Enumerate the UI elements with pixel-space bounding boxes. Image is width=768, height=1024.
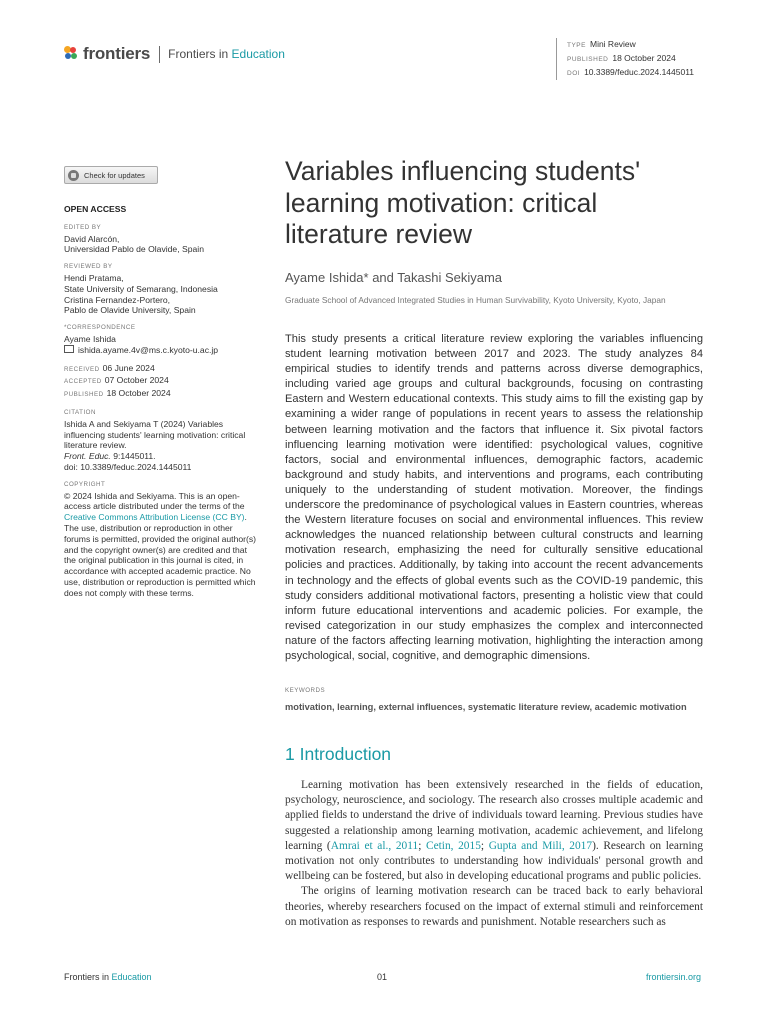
- article-title: Variables influencing students' learning motivation: critical literature review: [285, 156, 641, 249]
- article-type: Mini Review: [589, 39, 636, 49]
- correspondence-name: Ayame Ishida: [64, 333, 116, 344]
- brand-name: frontiers: [83, 44, 151, 63]
- doi: 10.3389/feduc.2024.1445011: [584, 67, 695, 77]
- affiliation: Graduate School of Advanced Integrated Studies in Human Survivability, Kyoto University, Kyoto, Japan: [285, 295, 666, 305]
- published-date: 18 October 2024: [612, 53, 676, 63]
- citation: Ishida A and Sekiyama T (2024) Variables influencing students' learning motivation: critical literature review. Front. Educ. 9:1445011. doi: 10.3389/feduc.2024.1445011: [64, 418, 246, 472]
- frontiers-logo[interactable]: [64, 44, 285, 64]
- section-heading: 1 Introduction: [285, 744, 392, 764]
- citation-link[interactable]: Gupta and Mili, 2017: [488, 839, 593, 852]
- introduction-body: [285, 778, 703, 930]
- cc-by-link[interactable]: Creative Commons Attribution License (CC BY): [64, 512, 245, 523]
- frontiers-logo-icon: [64, 46, 78, 62]
- editor: David Alarcón, Universidad Pablo de Olavide, Spain: [64, 233, 204, 255]
- footer-journal: Frontiers in Education: [64, 972, 152, 982]
- citation-link[interactable]: Cetin, 2015: [425, 839, 481, 852]
- abstract: This study presents a critical literature review exploring the variables influencing student learning motivation between 2017 and 2023. The study analyzes 84 empirical studies to identify trends and patterns across diverse demographics, including varied age groups and cultural backgrounds, focusing on contrasting Eastern and Western educational contexts. This study aims to fill the existing gap by examining a wider range of populations in recent years to assess the relationship between learning motivation and the factors that influence it. Six pivotal factors influencing learning motivation were identified: psychological values, cognitive factors, social and environmental influences, demographic factors, academic background and study habits, and interventions and programs, each contributing uniquely to the understanding of student motivation. Moreover, the findings underscore the predominance of psychological values in Eastern countries, whereas the Western literature focuses on social and environmental influences. This review acknowledges the nuanced relationship between cultural constructs and learning motivation research, emphasizing the need for culturally sensitive educational policies and practices. Additionally, by taking into account the recent advancements in technology and the effects of global events such as the COVID-19 pandemic, this study considers additional motivational factors, presenting a holistic view that could inform future educational interventions and academic policies. For example, the revised categorization in our study emphasizes the complex and interconnected nature of the factors affecting learning motivation, highlighting the interaction among psychological, social, cognitive, and demographic dimensions.: [285, 333, 703, 662]
- update-check-icon: [68, 170, 79, 181]
- page-number: 01: [377, 972, 388, 982]
- journal-name: Frontiers in Education: [168, 47, 285, 61]
- copyright-label: COPYRIGHT: [64, 480, 106, 488]
- edited-by-label: EDITED BY: [64, 223, 102, 231]
- correspondence-email[interactable]: ishida.ayame.4v@ms.c.kyoto-u.ac.jp: [64, 345, 260, 356]
- authors: Ayame Ishida* and Takashi Sekiyama: [285, 270, 503, 285]
- intro-paragraph-2: The origins of learning motivation research can be traced back to early behavioral theories, whereby researchers focused on the impact of external stimuli and reinforcement on motivation as responses to rewards and punishment. Notable researchers such as: [285, 885, 703, 928]
- citation-label: CITATION: [64, 408, 96, 416]
- correspondence-label: *CORRESPONDENCE: [64, 324, 136, 332]
- header-divider: [159, 46, 160, 63]
- copyright: © 2024 Ishida and Sekiyama. This is an open-access article distributed under the terms of the Creative Commons Attribution License (CC BY). The use, distribution or reproduction in other forums is permitted, provided the original author(s) and the copyright owner(s) are credited and that the original publication in this journal is cited, in accordance with accepted academic practice. No use, distribution or reproduction is permitted which does not comply with these terms.: [64, 490, 257, 598]
- footer-site-link[interactable]: frontiersin.org: [646, 972, 702, 982]
- reviewers: Hendi Pratama, State University of Semarang, Indonesia Cristina Fernandez-Portero, Pablo de Olavide University, Spain: [64, 272, 218, 316]
- dates: RECEIVED 06 June 2024 ACCEPTED 07 October 2024 PUBLISHED 18 October 2024: [64, 362, 171, 399]
- keywords-label: KEYWORDS: [285, 687, 326, 694]
- keywords: motivation, learning, external influences, systematic literature review, academic motivation: [285, 702, 687, 712]
- check-for-updates-label: Check for updates: [84, 170, 145, 180]
- citation-link[interactable]: Amrai et al., 2011: [330, 839, 419, 852]
- check-for-updates-button[interactable]: [64, 166, 158, 184]
- received-date: 06 June 2024: [102, 362, 155, 373]
- intro-paragraph-1: Learning motivation has been extensively researched in the fields of education, psychology, neuroscience, and sociology. The research also crosses multiple academic and applied fields to understand the drive of individuals toward learning. Previous studies have suggested a relationship among learning motivation, academic achievement, and lifelong learning (Amrai et al., 2011; Cetin, 2015; Gupta and Mili, 2017). Research on learning motivation not only contributes to understanding how individuals' personal growth and wellbeing can be fostered, but also in developing educational programs and public policies.: [285, 779, 704, 883]
- open-access-label: OPEN ACCESS: [64, 204, 127, 214]
- published-date-left: 18 October 2024: [106, 388, 171, 399]
- article-meta: TYPE Mini Review PUBLISHED 18 October 2024 DOI 10.3389/feduc.2024.1445011: [556, 38, 694, 80]
- reviewed-by-label: REVIEWED BY: [64, 263, 113, 271]
- article-sidebar: [64, 204, 260, 599]
- accepted-date: 07 October 2024: [104, 375, 169, 386]
- envelope-icon: [64, 345, 74, 353]
